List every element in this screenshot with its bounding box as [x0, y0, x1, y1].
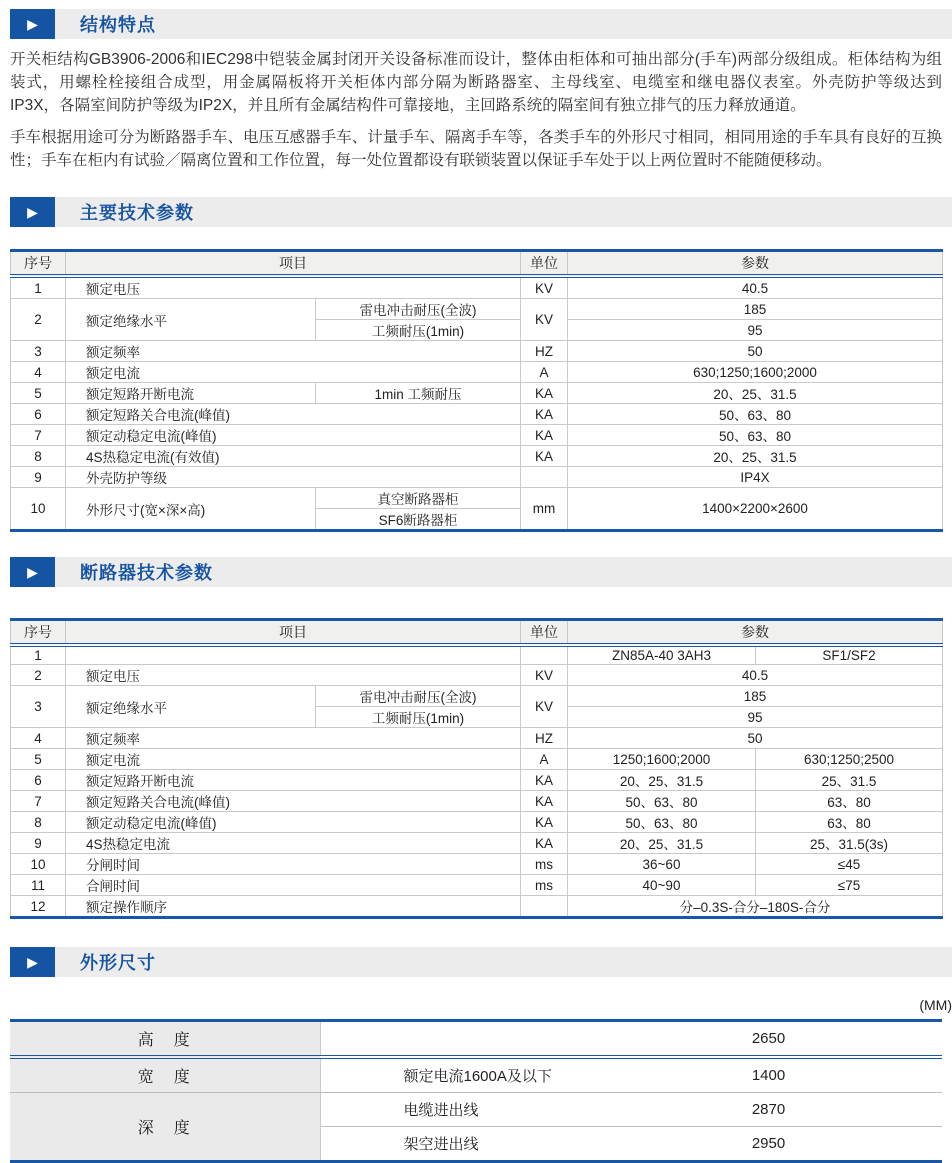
cell-unit — [521, 467, 568, 488]
cell-no: 3 — [11, 341, 66, 362]
cell-dim-value: 2870 — [595, 1093, 942, 1127]
cell-unit — [521, 896, 568, 918]
cell-item: 额定绝缘水平 — [66, 686, 316, 728]
cell-no: 6 — [11, 404, 66, 425]
table-row — [11, 728, 943, 749]
table-header-row — [11, 251, 943, 277]
table-row — [11, 770, 943, 791]
col-header-unit: 单位 — [521, 620, 568, 646]
cell-unit: KA — [521, 425, 568, 446]
cell-model: SF1/SF2 — [756, 645, 943, 665]
cell-param: 分–0.3S-合分–180S-合分 — [568, 896, 943, 918]
cell-dim-item: 电缆进出线 — [320, 1093, 595, 1127]
table-row — [11, 276, 943, 299]
cell-unit: A — [521, 749, 568, 770]
cell-unit: ms — [521, 854, 568, 875]
cell-item: 额定短路开断电流 — [66, 770, 521, 791]
cell-item: 额定电流 — [66, 362, 521, 383]
table-row — [11, 383, 943, 404]
cell-unit: KV — [521, 276, 568, 299]
table-header-row — [11, 620, 943, 646]
cell-no: 10 — [11, 488, 66, 531]
cell-no: 7 — [11, 425, 66, 446]
cell-param: 20、25、31.5 — [568, 446, 943, 467]
table-row — [11, 446, 943, 467]
cell-unit: KA — [521, 833, 568, 854]
cell-param: 63、80 — [756, 791, 943, 812]
section-title: 主要技术参数 — [80, 203, 194, 223]
cell-no: 1 — [11, 645, 66, 665]
cell-dim-label: 宽 度 — [10, 1057, 320, 1093]
play-icon: ▶ — [10, 557, 55, 587]
cell-param: 50、63、80 — [568, 791, 756, 812]
dimensions-table — [10, 1019, 942, 1163]
table-row — [11, 896, 943, 918]
structure-paragraph-1: 开关柜结构GB3906-2006和IEC298中铠装金属封闭开关设备标准而设计，整体由柜体和可抽出部分(手车)两部分级组成。柜体结构为组装式，用螺栓栓接组合成型，用金属隔板将开关柜体内部分隔为断路器室、主母线室、电缆室和继电器仪表室。外壳防护等级达到IP3X，各隔室间防护等级为IP2X，并且所有金属结构件可靠接地，主回路系统的隔室间有独立排气的压力释放通道。 — [10, 51, 942, 114]
cell-param: 63、80 — [756, 812, 943, 833]
table-row — [11, 341, 943, 362]
cell-unit: HZ — [521, 341, 568, 362]
col-header-no: 序号 — [11, 620, 66, 646]
table-row — [11, 425, 943, 446]
cell-unit: ms — [521, 875, 568, 896]
main-params-table — [10, 249, 943, 532]
cell-param: ≤75 — [756, 875, 943, 896]
section-header-structure — [10, 9, 952, 39]
table-row — [11, 404, 943, 425]
cell-no: 7 — [11, 791, 66, 812]
cell-unit — [521, 645, 568, 665]
cell-unit: KV — [521, 665, 568, 686]
cell-param: 185 — [568, 299, 943, 320]
structure-paragraph-2: 手车根据用途可分为断路器手车、电压互感器手车、计量手车、隔离手车等，各类手车的外形尺寸相同，相同用途的手车具有良好的互换性；手车在柜内有试验／隔离位置和工作位置，每一处位置都设有联锁装置以保证手车处于以上两位置时不能随便移动。 — [10, 129, 942, 169]
cell-subitem: SF6断路器柜 — [316, 509, 521, 531]
cell-param: 50、63、80 — [568, 404, 943, 425]
cell-dim-item: 架空进出线 — [403, 1136, 479, 1153]
col-header-no: 序号 — [11, 251, 66, 277]
cell-item: 外形尺寸(宽×深×高) — [66, 488, 316, 531]
table-row — [11, 299, 943, 320]
cell-no: 8 — [11, 812, 66, 833]
cell-param: 630;1250;2500 — [756, 749, 943, 770]
cell-subitem: 真空断路器柜 — [316, 488, 521, 509]
cell-param: 40.5 — [568, 665, 943, 686]
cell-dim-label: 高 度 — [10, 1021, 320, 1058]
cell-item: 额定动稳定电流(峰值) — [66, 425, 521, 446]
cell-no: 10 — [11, 854, 66, 875]
play-icon: ▶ — [10, 947, 55, 977]
table-row — [10, 1021, 942, 1058]
cell-dim-item — [320, 1021, 595, 1058]
table-row — [11, 749, 943, 770]
cell-item: 额定电压 — [66, 665, 521, 686]
cell-subitem: 工频耐压(1min) — [316, 707, 521, 728]
col-header-param: 参数 — [568, 251, 943, 277]
table-row — [11, 645, 943, 665]
cell-subitem: 1min 工频耐压 — [316, 383, 521, 404]
cell-param: 36~60 — [568, 854, 756, 875]
cell-unit: mm — [521, 488, 568, 531]
cell-param: 25、31.5 — [756, 770, 943, 791]
cell-item: 额定电流 — [66, 749, 521, 770]
section-title: 断路器技术参数 — [80, 563, 213, 583]
cell-no: 2 — [11, 665, 66, 686]
cell-param: 20、25、31.5 — [568, 833, 756, 854]
table-row — [11, 791, 943, 812]
cell-dim-label: 深 度 — [10, 1093, 320, 1162]
cell-no: 9 — [11, 833, 66, 854]
cell-param: 50 — [568, 341, 943, 362]
cell-item: 额定短路开断电流 — [66, 383, 316, 404]
table-row — [11, 854, 943, 875]
cell-no: 1 — [11, 276, 66, 299]
table-row — [11, 812, 943, 833]
cell-unit: HZ — [521, 728, 568, 749]
cell-subitem: 雷电冲击耐压(全波) — [316, 686, 521, 707]
cell-unit: KA — [521, 791, 568, 812]
cell-param: ≤45 — [756, 854, 943, 875]
breaker-params-table — [10, 618, 943, 919]
cell-item: 额定电压 — [66, 276, 521, 299]
cell-param: IP4X — [568, 467, 943, 488]
table-row — [10, 1093, 942, 1127]
cell-item: 额定短路关合电流(峰值) — [66, 791, 521, 812]
table-row — [11, 665, 943, 686]
section-header-dimensions — [10, 947, 952, 977]
cell-param: 50、63、80 — [568, 812, 756, 833]
cell-no: 12 — [11, 896, 66, 918]
cell-param: 40~90 — [568, 875, 756, 896]
cell-no: 5 — [11, 383, 66, 404]
cell-unit: KA — [521, 383, 568, 404]
cell-unit: KA — [521, 812, 568, 833]
cell-no: 4 — [11, 728, 66, 749]
cell-param: 40.5 — [568, 276, 943, 299]
cell-dim-value: 1400 — [595, 1057, 942, 1093]
cell-item — [66, 645, 521, 665]
cell-param: 185 — [568, 686, 943, 707]
table-row — [11, 488, 943, 509]
unit-note: (MM) — [919, 997, 952, 1013]
cell-subitem: 雷电冲击耐压(全波) — [316, 299, 521, 320]
section-title: 结构特点 — [80, 15, 156, 35]
cell-item: 额定频率 — [66, 728, 521, 749]
cell-no: 6 — [11, 770, 66, 791]
cell-param: 95 — [568, 320, 943, 341]
cell-no: 5 — [11, 749, 66, 770]
cell-param: 630;1250;1600;2000 — [568, 362, 943, 383]
cell-subitem: 工频耐压(1min) — [316, 320, 521, 341]
cell-item: 额定绝缘水平 — [66, 299, 316, 341]
table-row — [10, 1057, 942, 1093]
cell-param: 20、25、31.5 — [568, 770, 756, 791]
cell-item: 额定动稳定电流(峰值) — [66, 812, 521, 833]
cell-item: 额定操作顺序 — [66, 896, 521, 918]
cell-item: 4S热稳定电流(有效值) — [66, 446, 521, 467]
cell-no: 8 — [11, 446, 66, 467]
cell-unit: KV — [521, 299, 568, 341]
cell-no: 2 — [11, 299, 66, 341]
col-header-item: 项目 — [66, 251, 521, 277]
cell-unit: KV — [521, 686, 568, 728]
cell-dim-value: 2650 — [595, 1021, 942, 1058]
cell-param: 20、25、31.5 — [568, 383, 943, 404]
col-header-item: 项目 — [66, 620, 521, 646]
cell-no: 11 — [11, 875, 66, 896]
table-row — [11, 686, 943, 707]
cell-param: 1400×2200×2600 — [568, 488, 943, 531]
table-row — [11, 362, 943, 383]
cell-item: 额定频率 — [66, 341, 521, 362]
cell-unit: KA — [521, 770, 568, 791]
col-header-param: 参数 — [568, 620, 943, 646]
catalog-page — [0, 9, 952, 1163]
play-icon: ▶ — [10, 197, 55, 227]
cell-param: 50 — [568, 728, 943, 749]
table-row — [11, 467, 943, 488]
section-header-main-params — [10, 197, 952, 227]
cell-dim-item: 额定电流1600A及以下 — [320, 1057, 595, 1093]
play-icon: ▶ — [10, 9, 55, 39]
table-row — [11, 833, 943, 854]
cell-item: 外壳防护等级 — [66, 467, 521, 488]
cell-item: 额定短路关合电流(峰值) — [66, 404, 521, 425]
cell-unit: A — [521, 362, 568, 383]
cell-param: 1250;1600;2000 — [568, 749, 756, 770]
cell-param: 50、63、80 — [568, 425, 943, 446]
col-header-unit: 单位 — [521, 251, 568, 277]
cell-no: 4 — [11, 362, 66, 383]
cell-param: 95 — [568, 707, 943, 728]
cell-model: ZN85A-40 3AH3 — [568, 645, 756, 665]
cell-item: 分闸时间 — [66, 854, 521, 875]
cell-no: 3 — [11, 686, 66, 728]
cell-dim-value: 2950 — [751, 1135, 786, 1152]
cell-item: 4S热稳定电流 — [66, 833, 521, 854]
cell-item: 合闸时间 — [66, 875, 521, 896]
cell-param: 25、31.5(3s) — [756, 833, 943, 854]
table-row — [11, 875, 943, 896]
cell-no: 9 — [11, 467, 66, 488]
cell-unit: KA — [521, 404, 568, 425]
section-title: 外形尺寸 — [80, 953, 156, 973]
cell-unit: KA — [521, 446, 568, 467]
section-header-breaker-params — [10, 557, 952, 587]
